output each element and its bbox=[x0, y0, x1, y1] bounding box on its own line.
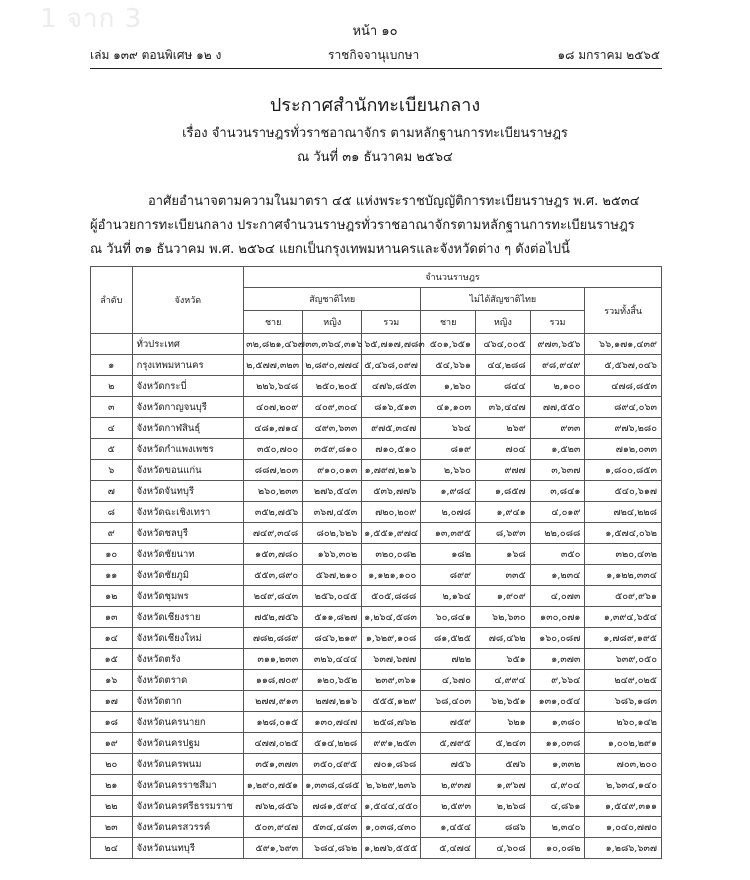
province-name: จังหวัดนครศรีธรรมราช bbox=[132, 796, 244, 817]
nonthai-male: ๖๐,๘๔๑ bbox=[421, 607, 476, 628]
row-number: ๒๑ bbox=[91, 775, 133, 796]
thai-male: ๓๕๐,๗๐๐ bbox=[244, 439, 303, 460]
row-number: ๒๔ bbox=[91, 838, 133, 859]
thai-male: ๕๕๓,๘๙๐ bbox=[244, 565, 303, 586]
province-name: ทั่วประเทศ bbox=[132, 334, 244, 355]
thai-female: ๘๔๖,๒๑๙ bbox=[303, 628, 362, 649]
table-row bbox=[91, 565, 662, 586]
body-line-1: อาศัยอำนาจตามความในมาตรา ๔๕ แห่งพระราชบัญญัติการทะเบียนราษฎร พ.ศ. ๒๕๓๔ bbox=[148, 194, 640, 209]
table-row bbox=[91, 838, 662, 859]
nonthai-male: ๑,๙๘๔ bbox=[421, 481, 476, 502]
table-row bbox=[91, 586, 662, 607]
province-name: จังหวัดชัยภูมิ bbox=[132, 565, 244, 586]
thai-female: ๓๖๗,๔๕๓ bbox=[303, 502, 362, 523]
province-name: จังหวัดฉะเชิงเทรา bbox=[132, 502, 244, 523]
row-number: ๒ bbox=[91, 376, 133, 397]
thai-female: ๒๕๐,๒๐๕ bbox=[303, 376, 362, 397]
table-row bbox=[91, 544, 662, 565]
publish-date: ๑๘ มกราคม ๒๕๖๕ bbox=[557, 48, 660, 62]
row-number: ๔ bbox=[91, 418, 133, 439]
thai-total: ๘๑๖,๕๑๓ bbox=[362, 397, 421, 418]
province-name: จังหวัดนครปฐม bbox=[132, 733, 244, 754]
thai-male: ๔๐๗,๒๐๙ bbox=[244, 397, 303, 418]
nonthai-female: ๙๗๗ bbox=[476, 460, 531, 481]
thai-male: ๑๑๘,๗๐๙ bbox=[244, 670, 303, 691]
thai-female: ๑,๓๓๘,๔๘๕ bbox=[303, 775, 362, 796]
row-number: ๕ bbox=[91, 439, 133, 460]
nonthai-male: ๒,๑๖๔ bbox=[421, 586, 476, 607]
grand-total: ๑,๐๐๒,๒๙๑ bbox=[585, 733, 662, 754]
table-row bbox=[91, 334, 662, 355]
nonthai-male: ๒,๖๖๐ bbox=[421, 460, 476, 481]
province-name: จังหวัดชลบุรี bbox=[132, 523, 244, 544]
thai-male: ๕๙๑,๖๙๓ bbox=[244, 838, 303, 859]
header-nonthai-female: หญิง bbox=[476, 311, 531, 334]
nonthai-total: ๒๒,๐๘๘ bbox=[530, 523, 585, 544]
province-name: จังหวัดกำแพงเพชร bbox=[132, 439, 244, 460]
grand-total: ๒๖๐,๑๔๒ bbox=[585, 712, 662, 733]
thai-total: ๑,๒๗๖,๕๕๕ bbox=[362, 838, 421, 859]
header-grand-total: รวมทั้งสิ้น bbox=[585, 288, 662, 334]
thai-female: ๗๘๑,๕๙๔ bbox=[303, 796, 362, 817]
nonthai-female: ๑๖๘ bbox=[476, 544, 531, 565]
nonthai-total: ๑,๓๓๒ bbox=[530, 754, 585, 775]
thai-total: ๗๐๑,๘๖๘ bbox=[362, 754, 421, 775]
page-number: หน้า ๑๐ bbox=[352, 24, 398, 39]
header-population: จำนวนราษฎร bbox=[244, 267, 662, 288]
thai-total: ๑,๗๙๗,๒๑๖ bbox=[362, 460, 421, 481]
table-row bbox=[91, 628, 662, 649]
thai-total: ๒๕๘,๗๖๒ bbox=[362, 712, 421, 733]
thai-female: ๒๗๗,๒๑๖ bbox=[303, 691, 362, 712]
nonthai-male: ๕๐๑,๖๕๑ bbox=[421, 334, 476, 355]
grand-total: ๑,๒๘๖,๖๓๗ bbox=[585, 838, 662, 859]
row-number: ๖ bbox=[91, 460, 133, 481]
header-thai: สัญชาติไทย bbox=[244, 288, 421, 311]
thai-total: ๙๗๕,๓๔๗ bbox=[362, 418, 421, 439]
thai-female: ๕๑๔,๒๒๘ bbox=[303, 733, 362, 754]
thai-female: ๑๖๖,๓๐๒ bbox=[303, 544, 362, 565]
thai-female: ๓๕๙,๘๑๐ bbox=[303, 439, 362, 460]
nonthai-total: ๓,๘๔๑ bbox=[530, 481, 585, 502]
nonthai-female: ๗๘,๔๖๒ bbox=[476, 628, 531, 649]
thai-total: ๑,๒๖๔,๕๘๓ bbox=[362, 607, 421, 628]
thai-total: ๒๓๙,๓๖๑ bbox=[362, 670, 421, 691]
province-name: จังหวัดตรัง bbox=[132, 649, 244, 670]
grand-total: ๑,๑๒๒,๓๓๔ bbox=[585, 565, 662, 586]
nonthai-total: ๙๘,๙๔๙ bbox=[530, 355, 585, 376]
nonthai-total: ๑,๕๒๓ bbox=[530, 439, 585, 460]
nonthai-male: ๖๘,๔๐๓ bbox=[421, 691, 476, 712]
row-number: ๑๓ bbox=[91, 607, 133, 628]
province-name: จังหวัดเชียงราย bbox=[132, 607, 244, 628]
province-name: จังหวัดกาฬสินธุ์ bbox=[132, 418, 244, 439]
volume-info: เล่ม ๑๓๙ ตอนพิเศษ ๑๒ ง bbox=[90, 48, 222, 62]
nonthai-total: ๑๖๐,๐๘๗ bbox=[530, 628, 585, 649]
province-name: จังหวัดเชียงใหม่ bbox=[132, 628, 244, 649]
gazette-name: ราชกิจจานุเบกษา bbox=[328, 48, 420, 62]
nonthai-female: ๑,๘๕๗ bbox=[476, 481, 531, 502]
grand-total: ๗๒๔,๒๒๘ bbox=[585, 502, 662, 523]
thai-female: ๔๙๓,๖๓๓ bbox=[303, 418, 362, 439]
header-thai-female: หญิง bbox=[303, 311, 362, 334]
row-number: ๑๔ bbox=[91, 628, 133, 649]
table-row bbox=[91, 796, 662, 817]
province-name: จังหวัดนครสวรรค์ bbox=[132, 817, 244, 838]
thai-male: ๓๑๑,๒๓๓ bbox=[244, 649, 303, 670]
table-row bbox=[91, 733, 662, 754]
province-name: จังหวัดนครนายก bbox=[132, 712, 244, 733]
thai-male: ๒๖๐,๒๓๓ bbox=[244, 481, 303, 502]
thai-total: ๕๓๖,๗๗๖ bbox=[362, 481, 421, 502]
table-row bbox=[91, 355, 662, 376]
header-nonthai: ไม่ได้สัญชาติไทย bbox=[421, 288, 585, 311]
thai-total: ๑,๕๔๔,๔๕๐ bbox=[362, 796, 421, 817]
row-number: ๗ bbox=[91, 481, 133, 502]
province-name: จังหวัดจันทบุรี bbox=[132, 481, 244, 502]
thai-male: ๗๔๙,๓๔๘ bbox=[244, 523, 303, 544]
header-thai-male: ชาย bbox=[244, 311, 303, 334]
nonthai-female: ๖๕๑ bbox=[476, 649, 531, 670]
grand-total: ๕,๕๖๗,๐๔๖ bbox=[585, 355, 662, 376]
nonthai-female: ๒,๒๖๘ bbox=[476, 796, 531, 817]
thai-total: ๔๗๖,๘๕๓ bbox=[362, 376, 421, 397]
table-row bbox=[91, 775, 662, 796]
province-name: จังหวัดตราด bbox=[132, 670, 244, 691]
thai-male: ๔๗๗,๐๒๕ bbox=[244, 733, 303, 754]
nonthai-female: ๑,๙๖๗ bbox=[476, 775, 531, 796]
thai-total: ๖๕,๗๑๗,๗๘๓ bbox=[362, 334, 421, 355]
row-number: ๑ bbox=[91, 355, 133, 376]
nonthai-total: ๑๓๐,๐๗๑ bbox=[530, 607, 585, 628]
table-row bbox=[91, 418, 662, 439]
province-name: จังหวัดกระบี่ bbox=[132, 376, 244, 397]
nonthai-female: ๘๘๖ bbox=[476, 817, 531, 838]
row-number: ๓ bbox=[91, 397, 133, 418]
thai-total: ๗๑๐,๕๑๐ bbox=[362, 439, 421, 460]
thai-female: ๓๒๖,๔๔๔ bbox=[303, 649, 362, 670]
body-line-2: ผู้อำนวยการทะเบียนกลาง ประกาศจำนวนราษฎรทั่วราชอาณาจักรตามหลักฐานการทะเบียนราษฎร bbox=[90, 218, 635, 233]
nonthai-male: ๘๙๙ bbox=[421, 565, 476, 586]
thai-female: ๕๑๑,๘๒๗ bbox=[303, 607, 362, 628]
province-name: จังหวัดนครพนม bbox=[132, 754, 244, 775]
row-number: ๑๗ bbox=[91, 691, 133, 712]
nonthai-total: ๙๓๓ bbox=[530, 418, 585, 439]
grand-total: ๑,๕๗๔,๐๖๒ bbox=[585, 523, 662, 544]
thai-total: ๑,๐๓๘,๔๓๐ bbox=[362, 817, 421, 838]
thai-male: ๑,๒๙๐,๗๕๑ bbox=[244, 775, 303, 796]
thai-total: ๕๐๕,๘๘๘ bbox=[362, 586, 421, 607]
nonthai-total: ๒,๓๔๐ bbox=[530, 817, 585, 838]
thai-total: ๙๙๑,๒๕๓ bbox=[362, 733, 421, 754]
nonthai-male: ๑,๔๕๔ bbox=[421, 817, 476, 838]
province-name: จังหวัดนครราชสีมา bbox=[132, 775, 244, 796]
thai-total: ๖๓๗,๖๗๗ bbox=[362, 649, 421, 670]
thai-female: ๓๕๐,๔๙๕ bbox=[303, 754, 362, 775]
nonthai-male: ๘๑,๕๒๕ bbox=[421, 628, 476, 649]
thai-male: ๗๕๒,๗๕๖ bbox=[244, 607, 303, 628]
nonthai-female: ๖๒,๖๓๐ bbox=[476, 607, 531, 628]
nonthai-female: ๖๒,๖๕๑ bbox=[476, 691, 531, 712]
nonthai-male: ๑,๒๖๐ bbox=[421, 376, 476, 397]
province-name: จังหวัดขอนแก่น bbox=[132, 460, 244, 481]
table-row bbox=[91, 502, 662, 523]
table-body bbox=[91, 334, 662, 859]
grand-total: ๙๗๖,๒๘๐ bbox=[585, 418, 662, 439]
table-row bbox=[91, 439, 662, 460]
thai-male: ๓๕๒,๗๕๖ bbox=[244, 502, 303, 523]
row-number: ๒๐ bbox=[91, 754, 133, 775]
thai-male: ๗๘๒,๘๘๙ bbox=[244, 628, 303, 649]
table-row bbox=[91, 607, 662, 628]
header-thai-total: รวม bbox=[362, 311, 421, 334]
thai-female: ๒,๘๙๐,๗๗๔ bbox=[303, 355, 362, 376]
thai-female: ๑๒๐,๖๕๒ bbox=[303, 670, 362, 691]
row-number: ๑๑ bbox=[91, 565, 133, 586]
nonthai-male: ๗๕๖ bbox=[421, 754, 476, 775]
thai-female: ๑๓๐,๗๔๗ bbox=[303, 712, 362, 733]
grand-total: ๓๒๐,๔๓๒ bbox=[585, 544, 662, 565]
thai-total: ๕๕๕,๑๒๙ bbox=[362, 691, 421, 712]
province-name: จังหวัดตาก bbox=[132, 691, 244, 712]
thai-male: ๗๖๒,๘๕๖ bbox=[244, 796, 303, 817]
row-number: ๑๒ bbox=[91, 586, 133, 607]
thai-male: ๒๒๖,๖๔๘ bbox=[244, 376, 303, 397]
population-table bbox=[90, 266, 662, 859]
row-number: ๑๐ bbox=[91, 544, 133, 565]
document-date: ณ วันที่ ๓๑ ธันวาคม ๒๕๖๔ bbox=[297, 150, 453, 165]
nonthai-female: ๕,๒๔๓ bbox=[476, 733, 531, 754]
nonthai-total: ๑,๓๘๐ bbox=[530, 712, 585, 733]
thai-male: ๔๘๑,๗๑๔ bbox=[244, 418, 303, 439]
row-number: ๒๒ bbox=[91, 796, 133, 817]
province-name: จังหวัดชัยนาท bbox=[132, 544, 244, 565]
nonthai-female: ๑,๙๔๑ bbox=[476, 502, 531, 523]
nonthai-total: ๑๑,๐๓๘ bbox=[530, 733, 585, 754]
table-row bbox=[91, 754, 662, 775]
nonthai-total: ๓๕๐ bbox=[530, 544, 585, 565]
nonthai-female: ๔,๙๙๔ bbox=[476, 670, 531, 691]
thai-total: ๒,๖๒๙,๒๓๖ bbox=[362, 775, 421, 796]
nonthai-total: ๑๓๑,๐๕๔ bbox=[530, 691, 585, 712]
thai-total: ๑,๖๒๙,๑๐๘ bbox=[362, 628, 421, 649]
thai-female: ๖๘๔,๘๖๒ bbox=[303, 838, 362, 859]
thai-female: ๘๐๒,๖๒๖ bbox=[303, 523, 362, 544]
grand-total: ๔๗๘,๘๕๓ bbox=[585, 376, 662, 397]
thai-male: ๘๘๗,๒๐๓ bbox=[244, 460, 303, 481]
nonthai-female: ๘,๖๙๓ bbox=[476, 523, 531, 544]
nonthai-male: ๕,๔๗๔ bbox=[421, 838, 476, 859]
province-name: จังหวัดชุมพร bbox=[132, 586, 244, 607]
thai-male: ๑๒๘,๐๑๕ bbox=[244, 712, 303, 733]
grand-total: ๑,๕๔๙,๓๑๑ bbox=[585, 796, 662, 817]
thai-female: ๕๓๔,๔๘๓ bbox=[303, 817, 362, 838]
nonthai-male: ๑๓,๓๙๕ bbox=[421, 523, 476, 544]
nonthai-male: ๗๒๒ bbox=[421, 649, 476, 670]
nonthai-male: ๗๕๙ bbox=[421, 712, 476, 733]
nonthai-total: ๔,๐๗๓ bbox=[530, 586, 585, 607]
document-title: ประกาศสำนักทะเบียนกลาง bbox=[269, 95, 481, 116]
header-nonthai-total: รวม bbox=[530, 311, 585, 334]
thai-female: ๓๓,๓๖๔,๓๑๖ bbox=[303, 334, 362, 355]
nonthai-female: ๔๖๔,๐๐๕ bbox=[476, 334, 531, 355]
nonthai-female: ๕๗๖ bbox=[476, 754, 531, 775]
row-number: ๒๓ bbox=[91, 817, 133, 838]
thai-female: ๕๖๗,๒๑๐ bbox=[303, 565, 362, 586]
gazette-header bbox=[90, 46, 660, 66]
nonthai-total: ๑,๓๗๓ bbox=[530, 649, 585, 670]
nonthai-total: ๒,๑๐๐ bbox=[530, 376, 585, 397]
nonthai-female: ๘๔๔ bbox=[476, 376, 531, 397]
row-number: ๑๙ bbox=[91, 733, 133, 754]
thai-total: ๕,๔๖๘,๐๙๗ bbox=[362, 355, 421, 376]
grand-total: ๖๓๙,๐๕๐ bbox=[585, 649, 662, 670]
row-number: ๘ bbox=[91, 502, 133, 523]
nonthai-total: ๔,๐๑๙ bbox=[530, 502, 585, 523]
thai-female: ๔๐๙,๓๐๔ bbox=[303, 397, 362, 418]
thai-total: ๓๒๐,๐๘๒ bbox=[362, 544, 421, 565]
grand-total: ๘๙๔,๐๖๓ bbox=[585, 397, 662, 418]
table-row bbox=[91, 649, 662, 670]
nonthai-total: ๙๗๓,๖๕๖ bbox=[530, 334, 585, 355]
province-name: จังหวัดนนทบุรี bbox=[132, 838, 244, 859]
table-row bbox=[91, 670, 662, 691]
table-row bbox=[91, 481, 662, 502]
grand-total: ๖๘๖,๑๘๓ bbox=[585, 691, 662, 712]
row-number: ๑๘ bbox=[91, 712, 133, 733]
thai-total: ๑,๕๕๑,๙๗๔ bbox=[362, 523, 421, 544]
row-number: ๙ bbox=[91, 523, 133, 544]
nonthai-male: ๕,๗๙๕ bbox=[421, 733, 476, 754]
table-row bbox=[91, 817, 662, 838]
header-seq: ลำดับ bbox=[91, 267, 133, 334]
province-name: กรุงเทพมหานคร bbox=[132, 355, 244, 376]
nonthai-total: ๗๗,๕๕๐ bbox=[530, 397, 585, 418]
table-row bbox=[91, 376, 662, 397]
grand-total: ๑,๐๔๐,๗๗๐ bbox=[585, 817, 662, 838]
nonthai-total: ๙,๖๖๔ bbox=[530, 670, 585, 691]
watermark: 1 จาก 3 bbox=[40, 4, 143, 34]
nonthai-male: ๒,๐๗๘ bbox=[421, 502, 476, 523]
nonthai-male: ๕๔,๖๖๑ bbox=[421, 355, 476, 376]
nonthai-female: ๔,๖๐๘ bbox=[476, 838, 531, 859]
nonthai-female: ๓๖,๔๔๗ bbox=[476, 397, 531, 418]
grand-total: ๒,๖๓๔,๑๔๐ bbox=[585, 775, 662, 796]
table-row bbox=[91, 691, 662, 712]
table-row bbox=[91, 460, 662, 481]
thai-male: ๓๒,๘๒๑,๔๖๗ bbox=[244, 334, 303, 355]
thai-male: ๓๕๑,๓๗๓ bbox=[244, 754, 303, 775]
nonthai-total: ๓,๖๓๗ bbox=[530, 460, 585, 481]
nonthai-total: ๑๐,๐๘๒ bbox=[530, 838, 585, 859]
nonthai-female: ๔๔,๒๘๘ bbox=[476, 355, 531, 376]
thai-male: ๒๔๙,๘๔๓ bbox=[244, 586, 303, 607]
thai-female: ๙๑๐,๐๑๓ bbox=[303, 460, 362, 481]
thai-female: ๒๗๖,๕๔๓ bbox=[303, 481, 362, 502]
grand-total: ๑,๘๐๐,๘๕๓ bbox=[585, 460, 662, 481]
nonthai-male: ๘๑๙ bbox=[421, 439, 476, 460]
nonthai-total: ๔,๙๐๔ bbox=[530, 775, 585, 796]
thai-female: ๒๕๖,๐๔๕ bbox=[303, 586, 362, 607]
row-number bbox=[91, 334, 133, 355]
grand-total: ๗๐๓,๒๐๐ bbox=[585, 754, 662, 775]
province-name: จังหวัดกาญจนบุรี bbox=[132, 397, 244, 418]
nonthai-female: ๑,๙๐๙ bbox=[476, 586, 531, 607]
header-nonthai-male: ชาย bbox=[421, 311, 476, 334]
nonthai-male: ๒,๙๓๗ bbox=[421, 775, 476, 796]
grand-total: ๕๐๙,๙๖๑ bbox=[585, 586, 662, 607]
table-row bbox=[91, 712, 662, 733]
row-number: ๑๕ bbox=[91, 649, 133, 670]
table-row bbox=[91, 397, 662, 418]
row-number: ๑๖ bbox=[91, 670, 133, 691]
grand-total: ๑,๗๘๙,๑๙๕ bbox=[585, 628, 662, 649]
table-row bbox=[91, 523, 662, 544]
grand-total: ๕๔๐,๖๑๗ bbox=[585, 481, 662, 502]
body-line-3: ณ วันที่ ๓๑ ธันวาคม พ.ศ. ๒๕๖๔ แยกเป็นกรุงเทพมหานครและจังหวัดต่าง ๆ ดังต่อไปนี้ bbox=[90, 242, 570, 257]
thai-male: ๒,๕๗๗,๓๒๓ bbox=[244, 355, 303, 376]
nonthai-total: ๔,๘๖๑ bbox=[530, 796, 585, 817]
nonthai-female: ๖๒๑ bbox=[476, 712, 531, 733]
thai-male: ๒๗๗,๙๑๓ bbox=[244, 691, 303, 712]
header-rule bbox=[90, 68, 662, 69]
grand-total: ๗๑๒,๐๓๓ bbox=[585, 439, 662, 460]
nonthai-male: ๖๖๔ bbox=[421, 418, 476, 439]
nonthai-male: ๒,๕๙๓ bbox=[421, 796, 476, 817]
thai-total: ๑,๑๒๑,๑๐๐ bbox=[362, 565, 421, 586]
nonthai-total: ๑,๒๓๔ bbox=[530, 565, 585, 586]
grand-total: ๖๖,๑๗๑,๔๓๙ bbox=[585, 334, 662, 355]
thai-male: ๕๐๓,๙๔๗ bbox=[244, 817, 303, 838]
nonthai-male: ๑๘๒ bbox=[421, 544, 476, 565]
grand-total: ๑,๓๙๔,๖๕๔ bbox=[585, 607, 662, 628]
nonthai-female: ๓๓๕ bbox=[476, 565, 531, 586]
nonthai-female: ๒๖๙ bbox=[476, 418, 531, 439]
thai-male: ๑๕๓,๗๘๐ bbox=[244, 544, 303, 565]
nonthai-male: ๔๑,๑๐๓ bbox=[421, 397, 476, 418]
header-province: จังหวัด bbox=[132, 267, 244, 334]
document-subject: เรื่อง จำนวนราษฎรทั่วราชอาณาจักร ตามหลักฐานการทะเบียนราษฎร bbox=[182, 126, 568, 141]
grand-total: ๒๔๙,๐๒๕ bbox=[585, 670, 662, 691]
nonthai-female: ๗๐๔ bbox=[476, 439, 531, 460]
nonthai-male: ๔,๖๗๐ bbox=[421, 670, 476, 691]
thai-total: ๗๒๐,๒๐๙ bbox=[362, 502, 421, 523]
